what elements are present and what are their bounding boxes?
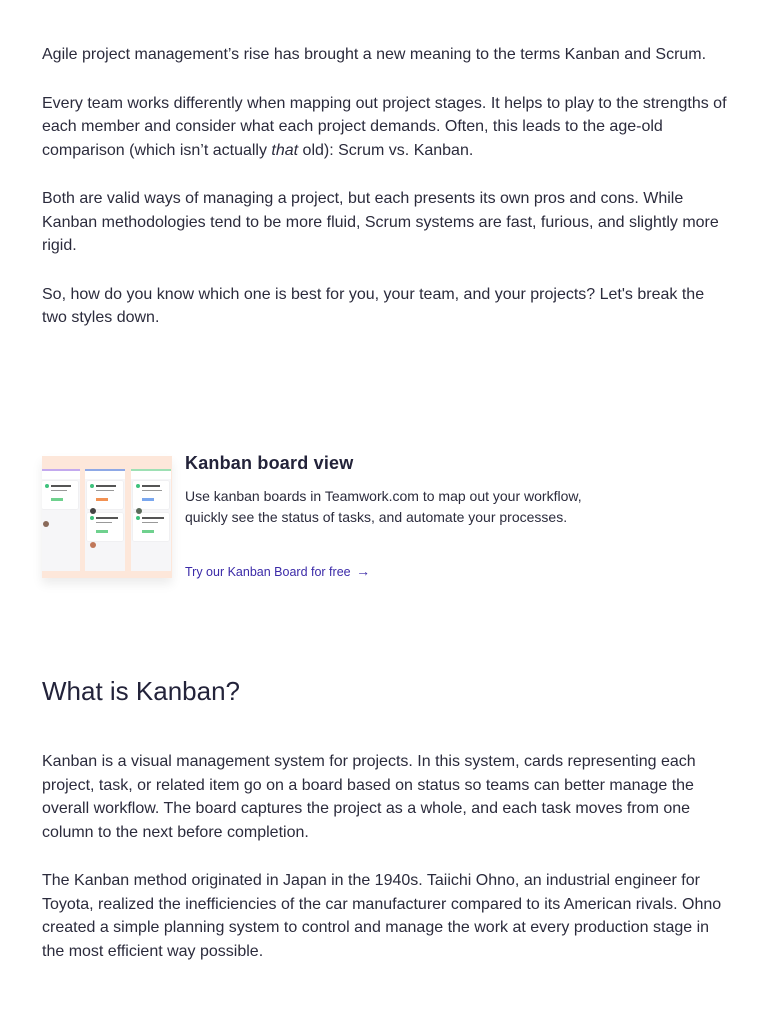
intro-paragraph-4: So, how do you know which one is best for you, your team, and your projects? Let's break the two styles down. — [42, 285, 705, 326]
promo-title: Kanban board view — [185, 453, 354, 473]
section-title: What is Kanban? — [42, 676, 241, 706]
preview-column-2 — [85, 469, 125, 571]
promo-description: Use kanban boards in Teamwork.com to map out your workflow, quickly see the status of tasks, and automate your processes. — [185, 488, 582, 525]
arrow-right-icon: → — [356, 563, 371, 579]
kanban-paragraph-1: Kanban is a visual management system for projects. In this system, cards representing each project, task, or related item go on a board based on status so teams can better manage the overall workflow. The board captures the project as a whole, and each task moves from one column to the next before completion. — [42, 753, 696, 841]
intro-paragraph-1: Agile project management’s rise has brought a new meaning to the terms Kanban and Scrum. — [42, 46, 707, 63]
intro-paragraph-2-start: Every team works differently when mapping out project stages. It helps to play to the strengths of each member and consider what each project demands. Often, this leads to the age-old comparison (which isn’t actually — [42, 94, 727, 159]
kanban-paragraph-2: The Kanban method originated in Japan in the 1940s. Taiichi Ohno, an industrial engineer for Toyota, realized the inefficiencies of the car manufacturer compared to its American rivals. Ohno created a simple planning system to control and manage the work at every production stage in the most efficient way possible. — [42, 872, 722, 960]
intro-paragraph-2 — [42, 92, 732, 163]
intro-paragraph-2-emphasis: that — [271, 141, 299, 159]
intro-paragraph-3: Both are valid ways of managing a project, but each presents its own pros and cons. While Kanban methodologies tend to be more fluid, Scrum systems are fast, furious, and slightly more rigid. — [42, 190, 719, 254]
kanban-board-preview-image[interactable] — [42, 456, 172, 578]
intro-section — [42, 43, 732, 355]
intro-paragraph-2-end: old): Scrum vs. Kanban. — [298, 141, 474, 159]
try-kanban-board-link-label: Try our Kanban Board for free — [185, 565, 351, 579]
preview-column-1 — [42, 469, 80, 571]
kanban-promo-card — [42, 453, 732, 583]
preview-column-3 — [131, 469, 171, 571]
try-kanban-board-link[interactable] — [185, 563, 370, 579]
kanban-section-body — [42, 750, 732, 988]
